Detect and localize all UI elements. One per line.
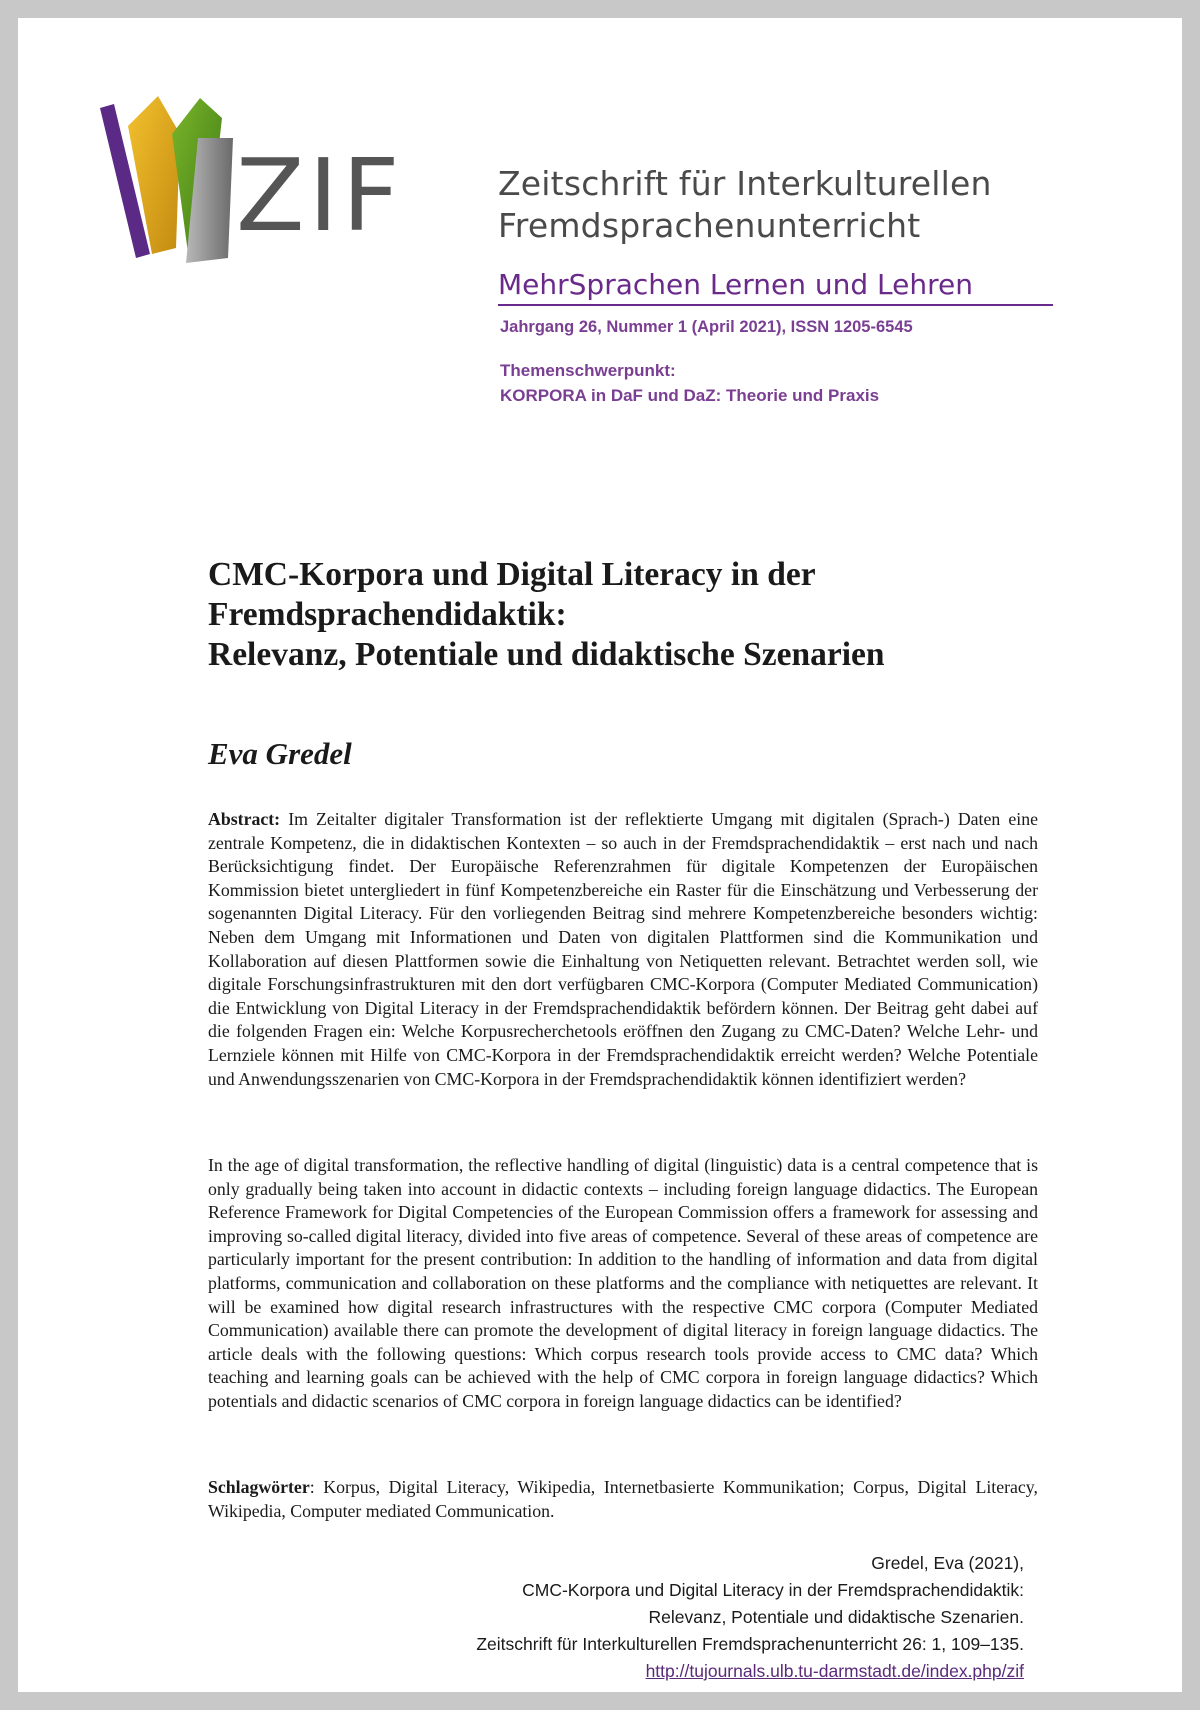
- journal-title-line1: Zeitschrift für Interkulturellen: [498, 164, 992, 203]
- article-title-line1: CMC-Korpora und Digital Literacy in der: [208, 556, 816, 593]
- article-title: [208, 555, 1058, 675]
- abstract-label: Abstract:: [208, 809, 281, 829]
- journal-title-line2: Fremdsprachenunterricht: [498, 206, 921, 245]
- citation-author: Gredel, Eva (2021),: [871, 1553, 1024, 1573]
- journal-subtitle: MehrSprachen Lernen und Lehren: [498, 268, 1053, 306]
- citation-subtitle: Relevanz, Potentiale und didaktische Szenarien.: [648, 1607, 1024, 1627]
- journal-link[interactable]: http://tujournals.ulb.tu-darmstadt.de/index.php/zif: [645, 1661, 1024, 1681]
- article-title-line2: Fremdsprachendidaktik:: [208, 596, 567, 633]
- topic-text: KORPORA in DaF und DaZ: Theorie und Praxis: [500, 386, 880, 405]
- keywords: [208, 1476, 1038, 1523]
- zif-logo: [88, 78, 448, 278]
- topic-block: [500, 358, 879, 408]
- abstract-german: [208, 808, 1038, 1091]
- citation-title: CMC-Korpora und Digital Literacy in der Fremdsprachendidaktik:: [522, 1580, 1024, 1600]
- keywords-text: : Korpus, Digital Literacy, Wikipedia, Internetbasierte Kommunikation; Corpus, Digital Literacy, Wikipedia, Computer mediated Communication.: [208, 1477, 1038, 1521]
- logo-text: ZIF: [236, 137, 404, 254]
- abstract-german-text: Im Zeitalter digitaler Transformation ist der reflektierte Umgang mit digitalen (Sprach-) Daten eine zentrale Kompetenz, die in didaktischen Kontexten – so auch in der Fremdsprachendidaktik – erst nach und nach Berücksichtigung findet. Der Europäische Referenzrahmen für digitale Kompetenzen der Europäischen Kommission bietet untergliedert in fünf Kompetenzbereiche ein Raster für die Einschätzung und Verbesserung der sogenannten Digital Literacy. Für den vorliegenden Beitrag sind mehrere Kompetenzbereiche besonders wichtig: Neben dem Umgang mit Informationen und Daten von digitalen Plattformen sind die Kommunikation und Kollaboration auf diesen Plattformen sowie die Einhaltung von Netiquetten relevant. Betrachtet werden soll, wie digitale Forschungsinfrastrukturen mit den dort verfügbaren CMC-Korpora (Computer Mediated Communication) die Entwicklung von Digital Literacy in der Fremdsprachendidaktik befördern können. Der Beitrag geht dabei auf die folgenden Fragen ein: Welche Korpusrecherchetools eröffnen den Zugang zu CMC-Daten? Welche Lehr- und Lernziele können mit Hilfe von CMC-Korpora in der Fremdsprachendidaktik erreicht werden? Welche Potentiale und Anwendungsszenarien von CMC-Korpora in der Fremdsprachendidaktik können identifiziert werden?: [208, 809, 1038, 1089]
- issue-info: Jahrgang 26, Nummer 1 (April 2021), ISSN 1205-6545: [500, 318, 913, 336]
- citation-block: [476, 1550, 1024, 1685]
- keywords-label: Schlagwörter: [208, 1477, 310, 1497]
- abstract-english: In the age of digital transformation, the reflective handling of digital (linguistic) data is a central competence that is only gradually being taken into account in didactic contexts – including foreign language didactics. The European Reference Framework for Digital Competencies of the European Commission offers a framework for assessing and improving so-called digital literacy, divided into five areas of competence. Several of these areas of competence are particularly important for the present contribution: In addition to the handling of information and data from digital platforms, communication and collaboration on these platforms and the compliance with netiquettes are relevant. It will be examined how digital research infrastructures with the respective CMC corpora (Computer Mediated Communication) available there can promote the development of digital literacy in foreign language didactics. The article deals with the following questions: Which corpus research tools provide access to CMC data? Which teaching and learning goals can be achieved with the help of CMC corpora in foreign language didactics? Which potentials and didactic scenarios of CMC corpora in foreign language didactics can be identified?: [208, 1155, 1038, 1411]
- topic-label: Themenschwerpunkt:: [500, 361, 676, 380]
- journal-title: [498, 163, 992, 247]
- author-name: Eva Gredel: [208, 736, 352, 771]
- article-title-line3: Relevanz, Potentiale und didaktische Szenarien: [208, 636, 885, 673]
- journal-page: [18, 18, 1182, 1692]
- citation-journal: Zeitschrift für Interkulturellen Fremdsprachenunterricht 26: 1, 109–135.: [476, 1634, 1024, 1654]
